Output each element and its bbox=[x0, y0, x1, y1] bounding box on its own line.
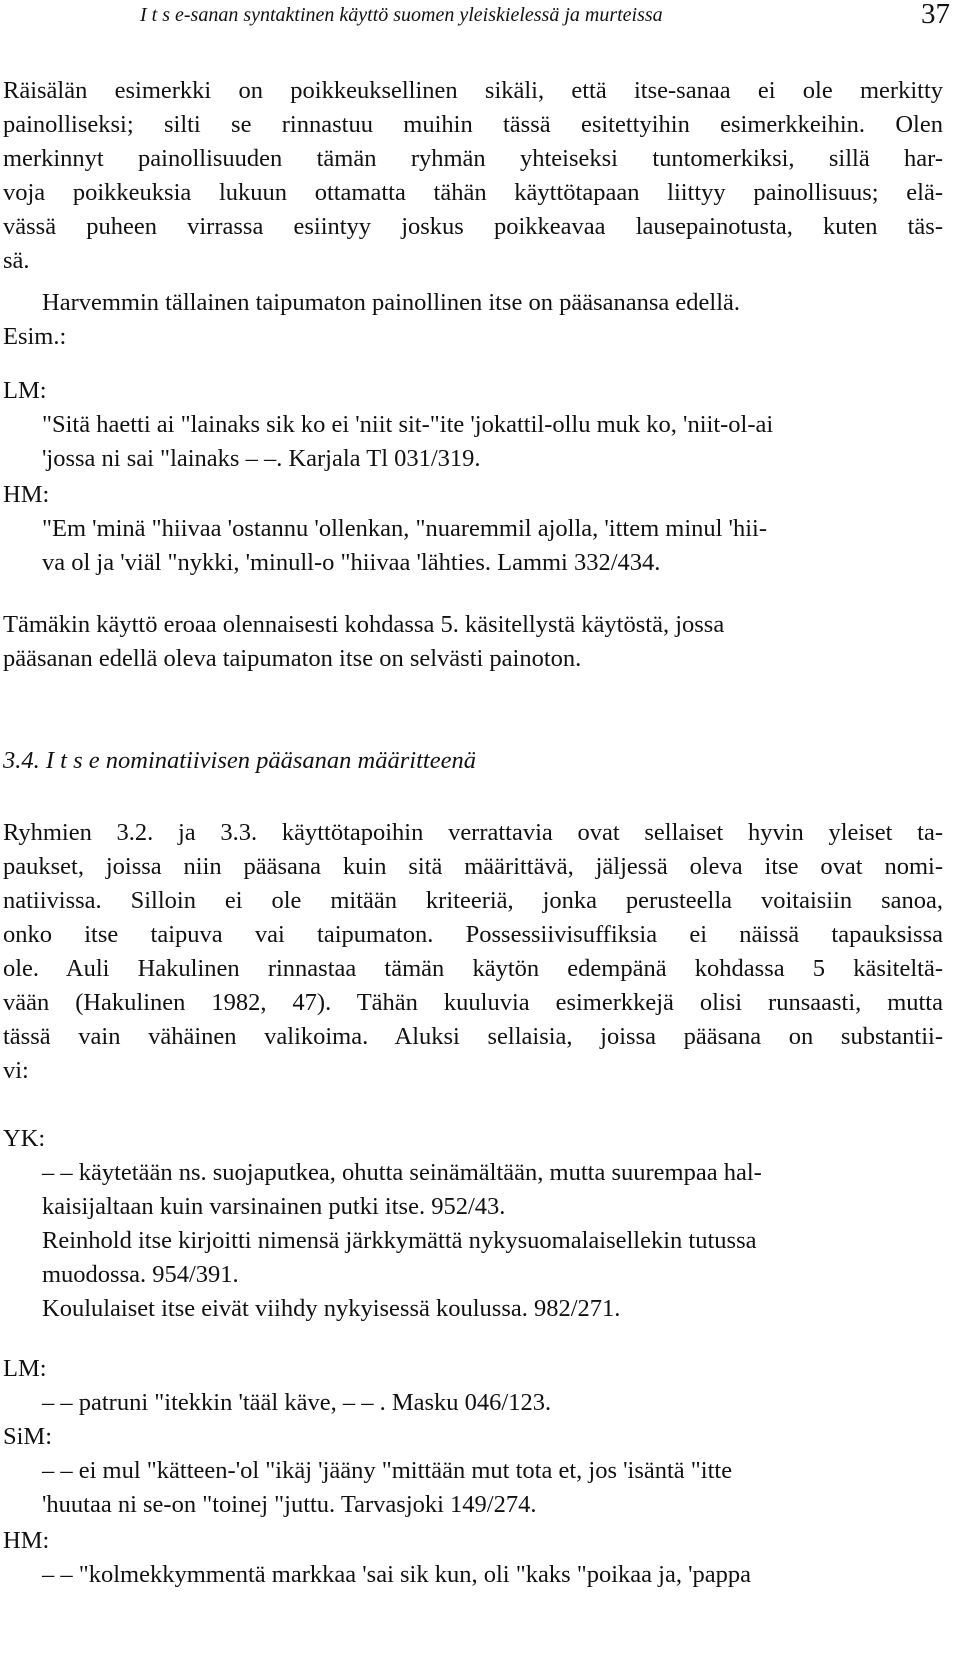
p4-line-8: vi: bbox=[3, 1057, 29, 1084]
dialect-label-sim: SiM: bbox=[3, 1423, 53, 1450]
section-title: I t s e nominatiivisen pääsanan määritteenä bbox=[45, 747, 476, 774]
dialect-label-lm: LM: bbox=[3, 1355, 47, 1382]
p3-line-2: pääsanan edellä oleva taipumaton itse on selvästi painoton. bbox=[3, 645, 582, 672]
p4-line-1: Ryhmien 3.2. ja 3.3. käyttötapoihin verrattavia ovat sellaiset hyvin yleiset ta- bbox=[3, 819, 943, 846]
p2-line-2: Esim.: bbox=[3, 323, 67, 350]
example-line: 'huutaa ni se-on "toinej "juttu. Tarvasjoki 149/274. bbox=[42, 1491, 537, 1518]
p1-line-5: vässä puheen virrassa esiintyy joskus poikkeavaa lausepainotusta, kuten täs- bbox=[3, 213, 943, 240]
example-line: "Sitä haetti ai "lainaks sik ko ei 'niit sit-"ite 'jokattil-ollu muk ko, 'niit-ol-ai bbox=[42, 411, 774, 438]
example-line: kaisijaltaan kuin varsinainen putki itse. 952/43. bbox=[42, 1193, 506, 1220]
example-line: "Em 'minä "hiivaa 'ostannu 'ollenkan, "nuaremmil ajolla, 'ittem minul 'hii- bbox=[42, 515, 767, 542]
example-line: – – "kolmekkymmentä markkaa 'sai sik kun, oli "kaks "poikaa ja, 'pappa bbox=[42, 1561, 752, 1588]
example-line: muodossa. 954/391. bbox=[42, 1261, 239, 1288]
p1-line-2: painolliseksi; silti se rinnastuu muihin tässä esitettyihin esimerkkeihin. Olen bbox=[3, 111, 943, 138]
dialect-label-lm: LM: bbox=[3, 377, 47, 404]
p4-line-7: tässä vain vähäinen valikoima. Aluksi sellaisia, joissa pääsana on substantii- bbox=[3, 1023, 943, 1050]
running-header bbox=[140, 0, 950, 38]
p4-line-2: paukset, joissa niin pääsana kuin sitä määrittävä, jäljessä oleva itse ovat nomi- bbox=[3, 853, 943, 880]
p3-line-1: Tämäkin käyttö eroaa olennaisesti kohdassa 5. käsitellystä käytöstä, jossa bbox=[3, 611, 725, 638]
p1-line-4: voja poikkeuksia lukuun ottamatta tähän käyttötapaan liittyy painollisuus; elä- bbox=[3, 179, 943, 206]
p4-line-5: ole. Auli Hakulinen rinnastaa tämän käytön edempänä kohdassa 5 käsiteltä- bbox=[3, 955, 943, 982]
p4-line-6: vään (Hakulinen 1982, 47). Tähän kuuluvia esimerkkejä olisi runsaasti, mutta bbox=[3, 989, 943, 1016]
example-line: – – patruni "itekkin 'tääl käve, – – . Masku 046/123. bbox=[42, 1389, 552, 1416]
p1-line-3: merkinnyt painollisuuden tämän ryhmän yhteiseksi tuntomerkiksi, sillä har- bbox=[3, 145, 943, 172]
dialect-label-hm: HM: bbox=[3, 481, 50, 508]
p2-line-1: Harvemmin tällainen taipumaton painollinen itse on pääsanansa edellä. bbox=[42, 289, 741, 316]
example-line: va ol ja 'viäl "nykki, 'minull-o "hiivaa 'lähties. Lammi 332/434. bbox=[42, 549, 661, 576]
example-line: Reinhold itse kirjoitti nimensä järkkymättä nykysuomalaisellekin tutussa bbox=[42, 1227, 757, 1254]
p1-line-6: sä. bbox=[3, 247, 30, 274]
dialect-label-yk: YK: bbox=[3, 1125, 46, 1152]
page-number: 37 bbox=[921, 0, 950, 30]
section-heading bbox=[3, 747, 476, 775]
dialect-label-hm: HM: bbox=[3, 1527, 50, 1554]
example-line: – – ei mul "kätteen-'ol "ikäj 'jääny "mittään mut tota et, jos 'isäntä "itte bbox=[42, 1457, 733, 1484]
section-number: 3.4. bbox=[3, 747, 40, 774]
example-line: – – käytetään ns. suojaputkea, ohutta seinämältään, mutta suurempaa hal- bbox=[42, 1159, 762, 1186]
example-line: Koululaiset itse eivät viihdy nykyisessä koulussa. 982/271. bbox=[42, 1295, 621, 1322]
running-title: I t s e-sanan syntaktinen käyttö suomen yleiskielessä ja murteissa bbox=[140, 4, 663, 26]
p1-line-1: Räisälän esimerkki on poikkeuksellinen sikäli, että itse-sanaa ei ole merkitty bbox=[3, 77, 943, 104]
example-line: 'jossa ni sai "lainaks – –. Karjala Tl 031/319. bbox=[42, 445, 481, 472]
p4-line-4: onko itse taipuva vai taipumaton. Possessiivisuffiksia ei näissä tapauksissa bbox=[3, 921, 943, 948]
p4-line-3: natiivissa. Silloin ei ole mitään kriteeriä, jonka perusteella voitaisiin sanoa, bbox=[3, 887, 943, 914]
